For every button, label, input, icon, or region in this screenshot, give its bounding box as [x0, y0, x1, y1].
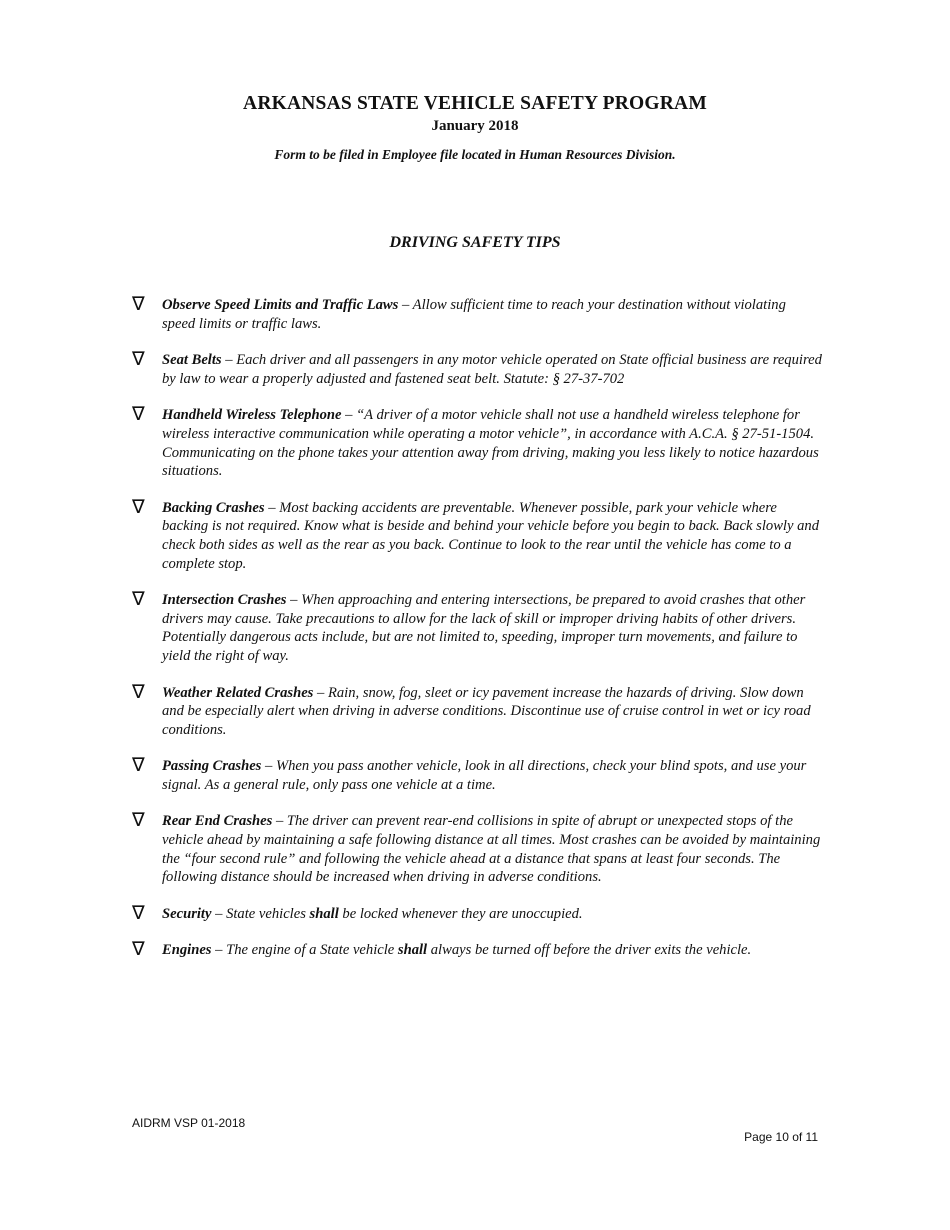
tip-separator: –	[313, 684, 328, 701]
tip-text: Allow sufficient time to reach your destination without violating speed limits or traffic laws.	[162, 297, 786, 332]
triangle-bullet-icon: ∇	[132, 809, 145, 832]
tip-text: The driver can prevent rear-end collisions in spite of abrupt or unexpected stops of the vehicle ahead by maintaining a safe following distance at all times. Most crashes can be avoided by maintaining the “four second rule” and following the vehicle ahead at a distance that spans at least four seconds. The following distance should be increased when driving in adverse conditions.	[162, 813, 821, 886]
tip-heading: Handheld Wireless Telephone	[162, 407, 342, 424]
document-title: ARKANSAS STATE VEHICLE SAFETY PROGRAM	[243, 93, 707, 114]
tip-text-post: always be turned off before the driver exits the vehicle.	[427, 942, 752, 959]
section-title: DRIVING SAFETY TIPS	[389, 234, 561, 251]
tip-text-post: be locked whenever they are unoccupied.	[338, 905, 583, 922]
footer-document-id: AIDRM VSP 01-2018	[132, 1116, 246, 1130]
triangle-bullet-icon: ∇	[132, 403, 145, 426]
triangle-bullet-icon: ∇	[132, 938, 145, 961]
tip-separator: –	[272, 813, 287, 830]
triangle-bullet-icon: ∇	[132, 495, 145, 518]
triangle-bullet-icon: ∇	[132, 293, 145, 315]
tip-heading: Backing Crashes	[162, 499, 265, 516]
tip-text: Rain, snow, fog, sleet or icy pavement increase the hazards of driving. Slow down and be especially alert when driving in adverse conditions. Discontinue use of cruise control in wet or icy road conditions.	[162, 684, 811, 738]
document-date: January 2018	[431, 118, 519, 134]
tip-text: “A driver of a motor vehicle shall not use a handheld wireless telephone for wireless interactive communication while operating a motor vehicle”, in accordance with A.C.A. § 27-51-1504. Communicating on the phone takes your attention away from driving, making you less likely to notice hazardous situations.	[162, 407, 819, 480]
triangle-bullet-icon: ∇	[132, 754, 145, 777]
tip-heading: Passing Crashes	[162, 758, 262, 775]
triangle-bullet-icon: ∇	[132, 588, 145, 611]
tip-wireless-telephone	[132, 403, 822, 480]
tip-text-pre: The engine of a State vehicle	[226, 942, 398, 959]
tip-separator: –	[398, 297, 413, 313]
tip-text: Most backing accidents are preventable. Whenever possible, park your vehicle where backing is not required. Know what is beside and behind your vehicle before you begin to back. Back slowly and check both sides as well as the rear as you back. Continue to look to the rear until the vehicle has come to a complete stop.	[162, 499, 819, 572]
tip-heading: Weather Related Crashes	[162, 684, 314, 701]
tips-list	[132, 293, 822, 978]
tip-seat-belts	[132, 348, 822, 388]
tip-backing-crashes	[132, 495, 822, 573]
tip-heading: Rear End Crashes	[162, 813, 273, 830]
tip-separator: –	[211, 942, 227, 959]
tip-text: When approaching and entering intersections, be prepared to avoid crashes that other drivers may cause. Take precautions to allow for the lack of skill or improper driving habits of other drivers. Potentially dangerous acts include, but are not limited to, speeding, improper turn movements, and failure to yield the right of way.	[162, 592, 806, 664]
tip-text: When you pass another vehicle, look in all directions, check your blind spots, and use your signal. As a general rule, only pass one vehicle at a time.	[162, 758, 807, 793]
tip-security	[132, 901, 822, 924]
tip-separator: –	[221, 352, 237, 369]
tip-separator: –	[286, 592, 302, 609]
triangle-bullet-icon: ∇	[132, 680, 145, 703]
filing-note: Form to be filed in Employee file located in Human Resources Division.	[274, 147, 676, 162]
tip-heading: Intersection Crashes	[162, 592, 287, 609]
tip-emphasis: shall	[309, 905, 339, 922]
triangle-bullet-icon: ∇	[132, 348, 145, 371]
tip-separator: –	[264, 499, 280, 516]
tip-speed-limits	[132, 293, 822, 333]
tip-engines	[132, 938, 822, 961]
tip-heading: Seat Belts	[162, 352, 222, 369]
triangle-bullet-icon: ∇	[132, 901, 145, 924]
tip-text-pre: State vehicles	[226, 905, 310, 922]
tip-intersection-crashes	[132, 588, 822, 665]
tip-separator: –	[261, 758, 276, 775]
tip-separator: –	[211, 905, 227, 922]
tip-rear-end-crashes	[132, 809, 822, 886]
tip-heading: Security	[162, 905, 212, 922]
tip-passing-crashes	[132, 754, 822, 794]
tip-text: Each driver and all passengers in any motor vehicle operated on State official business are required by law to wear a properly adjusted and fastened seat belt. Statute: § 27-37-702	[162, 352, 822, 387]
tip-heading: Engines	[162, 942, 212, 959]
footer-page-number: Page 10 of 11	[744, 1130, 818, 1144]
tip-separator: –	[341, 407, 357, 424]
tip-heading: Observe Speed Limits and Traffic Laws	[162, 297, 399, 313]
document-header	[0, 92, 950, 164]
tip-weather-crashes	[132, 680, 822, 740]
tip-emphasis: shall	[397, 942, 428, 959]
